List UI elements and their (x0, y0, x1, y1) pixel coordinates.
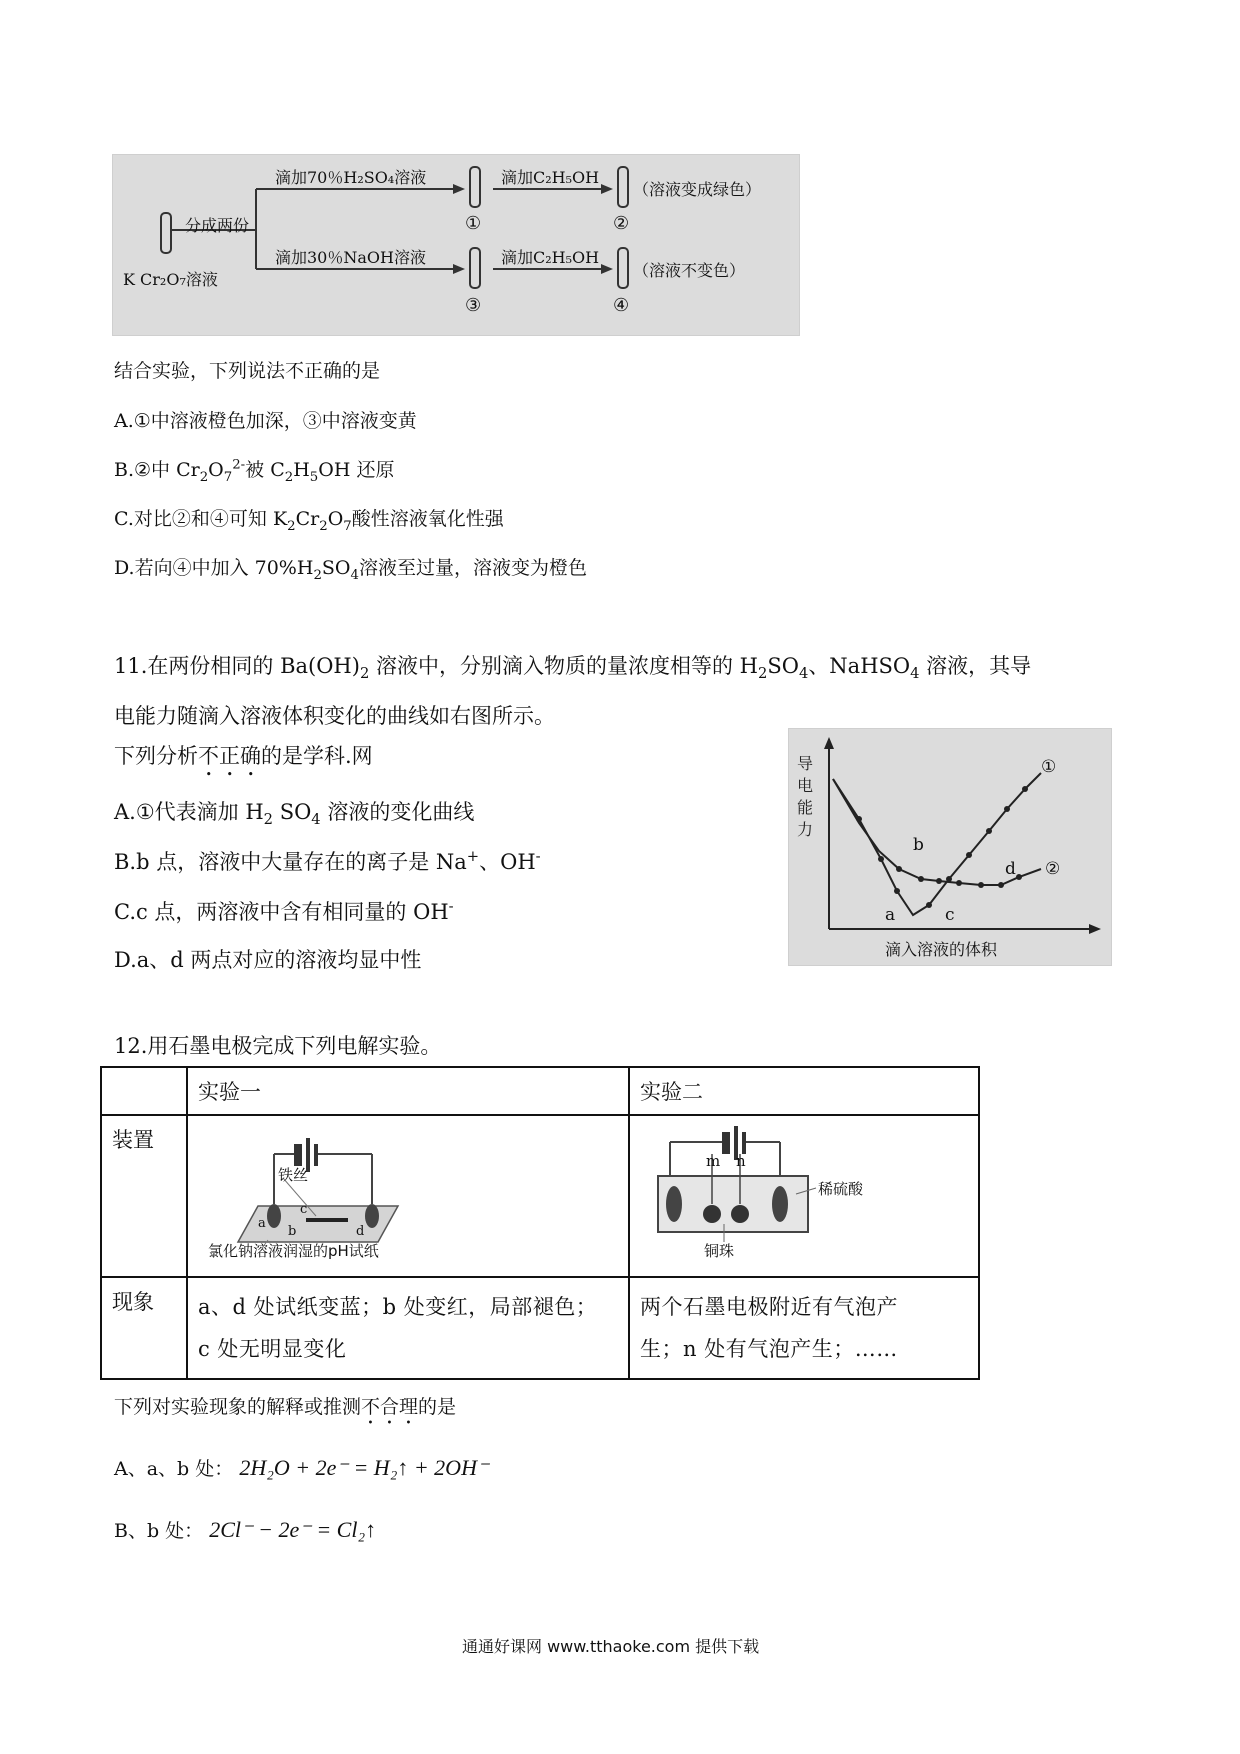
point-d-label: d (1005, 859, 1016, 879)
experiment-flow-figure (112, 154, 800, 336)
q10-stem: 结合实验，下列说法不正确的是 (114, 360, 381, 382)
y-axis-label-1: 导 (797, 754, 814, 773)
copper-bead-1 (703, 1205, 721, 1223)
y-axis-label-4: 力 (797, 820, 814, 839)
add-naoh-label: 滴加30％NaOH溶液 (275, 248, 426, 267)
x-axis-label: 滴入溶液的体积 (885, 940, 998, 959)
point-d-label: d (356, 1224, 365, 1239)
add-ethanol-label-top: 滴加C₂H₅OH (501, 168, 600, 187)
row-phenomenon-label: 现象 (101, 1277, 187, 1379)
device1-cell (187, 1115, 629, 1277)
point-c-label: c (945, 905, 955, 925)
exp1-phenomenon: a、d 处试纸变蓝；b 处变红，局部褪色； c 处无明显变化 (187, 1277, 629, 1379)
tube-2-label: ② (613, 213, 630, 234)
curve-1 (833, 773, 1041, 915)
result-green: （溶液变成绿色） (633, 180, 762, 199)
tube-1-label: ① (465, 213, 482, 234)
page-footer: 通通好课网 www.tthaoke.com 提供下载 (462, 1637, 760, 1656)
split-label: 分成两份 (185, 216, 250, 235)
dilute-acid-label: 稀硫酸 (818, 1180, 864, 1198)
test-tube-4 (618, 248, 628, 288)
q10-option-c: C.对比②和④可知 $K_2Cr_2O_7$酸性溶液氧化性强 (114, 508, 504, 534)
q12-stem: 12.用石墨电极完成下列电解实验。 (114, 1034, 442, 1058)
q11-option-a: A.①代表滴加 $H_2$ $SO_4$ 溶液的变化曲线 (114, 800, 475, 829)
q11-stem-line3: 下列分析不正确的是学科.网 (114, 744, 373, 768)
device2-cell (629, 1115, 979, 1277)
tube-4-label: ④ (613, 295, 630, 316)
add-h2so4-label: 滴加70％H₂SO₄溶液 (275, 168, 427, 187)
q10-option-a: A.①中溶液橙色加深，③中溶液变黄 (114, 410, 417, 432)
q12-option-b: B、b 处： 2Cl⁻ − 2e⁻ = Cl₂↑ (114, 1517, 377, 1542)
q11-stem-line1: 11.在两份相同的 $Ba(OH)_2$ 溶液中，分别滴入物质的量浓度相等的 $H_2SO_4$、NaHSO$_4$ 溶液，其导 (114, 654, 1032, 683)
point-a-label: a (885, 905, 896, 925)
row-device-label: 装置 (101, 1115, 187, 1277)
point-b-label: b (913, 835, 924, 855)
copper-bead-2 (731, 1205, 749, 1223)
test-tube-2 (618, 167, 628, 207)
curve-2-label: ② (1045, 859, 1061, 879)
test-tube-1 (470, 167, 480, 207)
add-ethanol-label-bottom: 滴加C₂H₅OH (501, 248, 600, 267)
test-tube-3 (470, 248, 480, 288)
y-axis-label-2: 电 (797, 776, 814, 795)
device1-figure (198, 1124, 598, 1264)
header-exp2: 实验二 (629, 1067, 979, 1115)
q11-option-c: C.c 点，两溶液中含有相同量的 OH- (114, 898, 454, 924)
iron-wire-label: 铁丝 (278, 1166, 309, 1184)
paper-label: 氯化钠溶液润湿的pH试纸 (208, 1242, 379, 1260)
point-c-label: c (300, 1202, 308, 1217)
experiment-table (100, 1066, 980, 1380)
copper-bead-label: 铜珠 (704, 1242, 735, 1260)
start-test-tube (161, 213, 171, 253)
k2cr2o7-solution-label: K Cr₂O₇溶液 (123, 270, 218, 289)
tube-3-label: ③ (465, 295, 482, 316)
q11-option-b: B.b 点，溶液中大量存在的离子是 Na+、OH- (114, 848, 541, 874)
q12-option-a: A、a、b 处： 2H₂O + 2e⁻ = H₂↑ + 2OH⁻ (114, 1455, 489, 1480)
point-b-label: b (288, 1224, 297, 1239)
conductivity-plot (789, 729, 1111, 965)
header-empty (101, 1067, 187, 1115)
point-a-label: a (258, 1216, 266, 1231)
conductivity-figure (788, 728, 1112, 966)
q12-after-stem: 下列对实验现象的解释或推测不合理的是 (114, 1396, 457, 1418)
header-exp1: 实验一 (187, 1067, 629, 1115)
q10-option-b: B.②中 $Cr_2O_7^{2-}$被 $C_2H_5OH$ 还原 (114, 457, 395, 485)
q11-option-d: D.a、d 两点对应的溶液均显中性 (114, 948, 422, 972)
n-label: n (736, 1152, 746, 1170)
exp2-phenomenon: 两个石墨电极附近有气泡产 生；n 处有气泡产生；…… (629, 1277, 979, 1379)
q10-option-d: D.若向④中加入 $70\%H_2SO_4$溶液至过量，溶液变为橙色 (114, 557, 587, 583)
device2-figure (640, 1124, 940, 1264)
y-axis-label-3: 能 (797, 798, 814, 817)
result-no-change: （溶液不变色） (633, 261, 746, 280)
m-label: m (706, 1152, 721, 1170)
q11-stem-line2: 电能力随滴入溶液体积变化的曲线如右图所示。 (114, 704, 555, 728)
curve-1-label: ① (1041, 757, 1057, 777)
device2-diagram (640, 1124, 940, 1264)
